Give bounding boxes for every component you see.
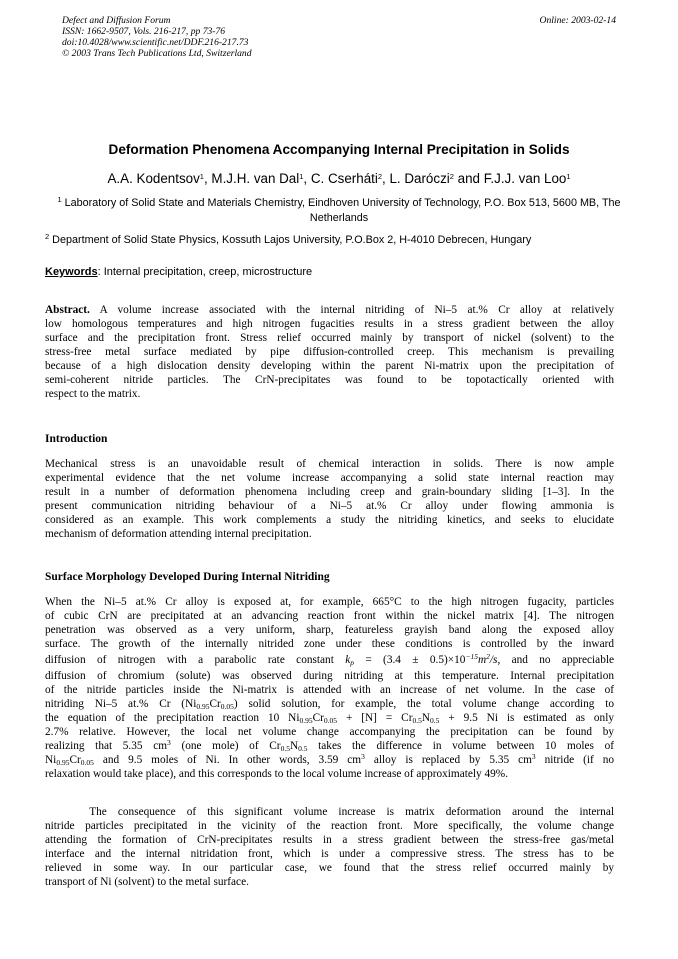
introduction-paragraph [45, 457, 614, 541]
journal-name: Defect and Diffusion Forum [62, 15, 171, 26]
author-name: L. Daróczi [389, 171, 450, 186]
affiliation-1 [50, 196, 628, 226]
surface-line: of cubic CrN are precipitated at an advancing reaction front within the nickel matrix [4]. The nitrogen [45, 610, 614, 622]
abstract-line: stress-free metal surface mediated by pipe diffusion-controlled creep. This mechanism is prevailing [45, 346, 614, 358]
author-name: C. Cserháti [310, 171, 378, 186]
chem-line: nitriding Ni–5 at.% Cr $(Ni_{0.95}Cr_{0.05})$ solid solution, for example, the total volume change according to [45, 698, 614, 711]
abstract-label: Abstract. [45, 304, 90, 316]
consequence-line: interface and the internal nitridation front, which is under a compressive stress. The stress has to be [45, 848, 614, 860]
surface-line: of the nitride particles inside the Ni-matrix is attended with an increase of net volume. In the case of [45, 684, 614, 696]
eq-value: = (3.4 ± 0.5)×10 [353, 654, 466, 666]
rate-constant-equation [345, 654, 497, 666]
consequence-paragraph [45, 805, 614, 889]
author-sep: , [382, 171, 390, 186]
affiliation-text: Laboratory of Solid State and Materials Chemistry, Eindhoven University of Technology, P.O. Box 513, 5600 MB, The Netherlands [64, 197, 621, 224]
author-name: F.J.J. van Loo [483, 171, 567, 186]
chem-line: $Ni_{0.95}Cr_{0.05}$ and 9.5 moles of Ni. In other words, 3.59 $cm^3$ alloy is replaced by 5.35 $cm^3$ nitride (if no [45, 752, 614, 767]
author-name: A.A. Kodentsov [107, 171, 200, 186]
abstract-line: respect to the matrix. [45, 388, 141, 400]
equation-trail-text: , and no appreciable [497, 654, 614, 666]
chem-line: 2.7% relative. However, the local net volume change accompanying the precipitation can be found by [45, 726, 614, 738]
eq-unit-exponent: 2 [486, 652, 490, 661]
author-and: and [453, 171, 484, 186]
author-list [30, 171, 648, 186]
surface-line: surface. The growth of the internally nitrided zone under these conditions is controlled by the inward [45, 638, 614, 650]
intro-line: considered as an example. This work complements a study the nitriding kinetics, and seeks to elucidate [45, 514, 614, 526]
author-name: M.J.H. van Dal [211, 171, 300, 186]
affiliation-number: 2 [45, 232, 50, 241]
surface-line: penetration was observed as a very uniform, sharp, featureless grayish band along the exposed alloy [45, 624, 614, 636]
surface-line: When the Ni–5 at.% Cr alloy is exposed at, for example, 665°C to the high nitrogen fugacity, particles [45, 596, 614, 608]
keywords-label: Keywords [45, 266, 98, 278]
consequence-line: relieved in some way. In our particular case, we found that the stress relief occurred mainly by [45, 862, 614, 874]
abstract-line: semi-coherent nitride particles. The CrN-precipitates was found to be topotactically oriented with [45, 374, 614, 386]
surface-line: diffusion of chromium (solute) was observed during nitriding at this temperature. Internal precipitation [45, 670, 614, 682]
consequence-line: nitride particles precipitated in the vicinity of the reaction front. More specifically, the volume change [45, 820, 614, 832]
intro-line: experimental evidence that the net volume increase accompanying a solid state internal reaction may [45, 472, 614, 484]
author-affil-mark: 2 [377, 172, 383, 181]
consequence-line: attending the formation of CrN-precipitates results in a stress gradient between the stress-free gas/metal [45, 834, 614, 846]
chem-line: realizing that 5.35 $cm^3$ (one mole) of $Cr_{0.5}N_{0.5}$ takes the difference in volume between 10 moles of [45, 738, 615, 753]
section-heading-introduction: Introduction [45, 433, 108, 445]
intro-line: result in a number of deformation phenomena including creep and grain-boundary sliding [1–3]. In the [45, 486, 614, 498]
abstract-line: because of a high dislocation density developing within the parent Ni-matrix upon the precipitation of [45, 360, 614, 372]
paper-title: Deformation Phenomena Accompanying Internal Precipitation in Solids [108, 142, 570, 157]
intro-line: mechanism of deformation attending internal precipitation. [45, 528, 312, 540]
eq-exponent: −15 [465, 652, 478, 661]
journal-header [62, 15, 252, 59]
online-date: Online: 2003-02-14 [539, 15, 616, 26]
abstract-line: low homologous temperatures and high nitrogen fugacities results in a stress gradient between the alloy [45, 318, 614, 330]
intro-line: Mechanical stress is an unavoidable result of chemical interaction in solids. There is now ample [45, 458, 614, 470]
eq-unit: m [477, 654, 487, 666]
issn-line: ISSN: 1662-9507, Vols. 216-217, pp 73-76 [62, 26, 226, 37]
equation-lead-text: diffusion of nitrogen with a parabolic rate constant [45, 654, 346, 666]
section-heading-surface-morphology: Surface Morphology Developed During Internal Nitriding [45, 571, 330, 583]
affiliation-text: Department of Solid State Physics, Kossuth Lajos University, P.O.Box 2, H-4010 Debrecen, Hungary [52, 234, 532, 246]
eq-symbol: k [345, 654, 351, 666]
consequence-line: The consequence of this significant volume increase is matrix deformation around the internal [45, 806, 614, 818]
affiliation-number: 1 [57, 195, 62, 204]
author-affil-mark: 1 [199, 172, 204, 181]
eq-unit-end: /s [489, 654, 498, 666]
abstract-line: A volume increase associated with the internal nitriding of Ni–5 at.% Cr alloy at relatively [89, 304, 614, 316]
chem-line: relaxation would take place), and this corresponds to the local volume increase of approximately 49%. [45, 768, 509, 780]
keywords-text: : Internal precipitation, creep, microstructure [97, 266, 313, 278]
surface-paragraph [45, 595, 614, 781]
abstract [45, 303, 614, 401]
keywords [45, 266, 635, 278]
author-affil-mark: 1 [566, 172, 571, 181]
consequence-line: transport of Ni (solvent) to the metal surface. [45, 876, 249, 888]
author-affil-mark: 1 [299, 172, 304, 181]
author-sep: , [203, 171, 212, 186]
author-affil-mark: 2 [449, 172, 454, 181]
intro-line: present communication nitriding behaviour of a Ni–5 at.% Cr alloy under flowing ammonia is [45, 500, 614, 512]
author-sep: , [303, 171, 311, 186]
abstract-line: surface and the precipitation front. Stress relief occurred mainly by transport of nickel (solvent) to the [45, 332, 614, 344]
affiliation-2 [45, 233, 635, 248]
copyright-line: © 2003 Trans Tech Publications Ltd, Switzerland [62, 48, 252, 59]
equation-line [45, 651, 614, 669]
doi-line[interactable]: doi:10.4028/www.scientific.net/DDF.216-217.73 [62, 37, 249, 48]
eq-subscript: p [350, 658, 354, 667]
chem-line: the equation of the precipitation reaction 10 $Ni_{0.95}Cr_{0.05} + [N] = Cr_{0.5}N_{0.5} + 9.5$ Ni is estimated as only [45, 712, 614, 725]
